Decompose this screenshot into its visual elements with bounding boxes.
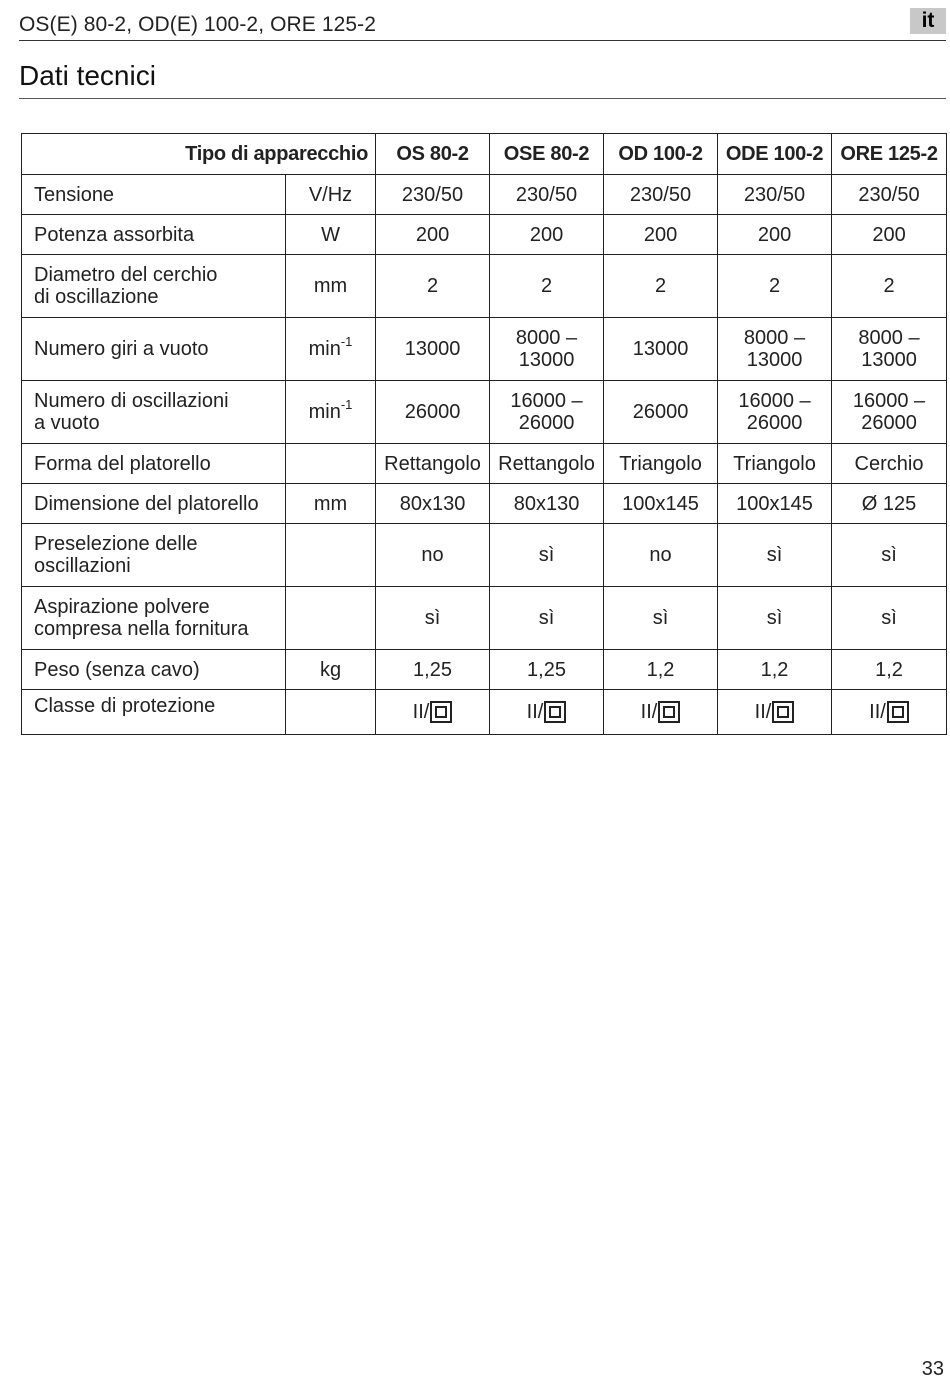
row-unit: [286, 690, 376, 735]
cell-line: 200: [757, 223, 792, 246]
cell-line: Peso (senza cavo): [34, 658, 200, 681]
value-cell: [718, 381, 832, 444]
cell-line: 2: [654, 275, 667, 297]
unit-text: min: [308, 401, 341, 423]
cell-line: Forma del platorello: [34, 452, 211, 475]
cell-line: Numero giri a vuoto: [34, 338, 209, 360]
row-unit: [286, 444, 376, 484]
value-cell: [832, 255, 947, 318]
cell-line: 26000: [746, 412, 803, 434]
value-cell: [604, 381, 718, 444]
inner-square: [777, 706, 789, 718]
cell-line: Cerchio: [854, 452, 924, 475]
row-label: [22, 175, 286, 215]
cell-line: 16000 –: [852, 390, 926, 412]
value-cell: [490, 587, 604, 650]
cell-line: Triangolo: [733, 452, 816, 475]
model-header: OD 100-2: [604, 134, 718, 175]
value-cell: [832, 215, 947, 255]
model-line: OS(E) 80-2, OD(E) 100-2, ORE 125-2: [19, 13, 377, 36]
cell-line: compresa nella fornitura: [34, 618, 249, 640]
row-unit: [286, 318, 376, 381]
cell-line: 16000 –: [738, 390, 811, 412]
cell-line: 2: [540, 275, 553, 297]
cell-line: 16000 –: [510, 390, 583, 412]
value-cell: [376, 215, 490, 255]
cell-line: sì: [881, 607, 897, 629]
value-cell: [490, 381, 604, 444]
value-cell: [718, 318, 832, 381]
cell-line: 80x130: [513, 492, 580, 515]
value-cell: [376, 587, 490, 650]
cell-line: 200: [415, 223, 450, 246]
value-cell: [718, 175, 832, 215]
double-insulation-icon: [658, 701, 680, 723]
cell-line: sì: [652, 607, 669, 629]
value-cell: [376, 255, 490, 318]
language-badge: it: [910, 8, 946, 34]
cell-line: sì: [766, 607, 783, 629]
protection-class: [641, 701, 681, 723]
cell-line: 8000 –: [858, 327, 920, 349]
value-cell: [832, 484, 947, 524]
row-label: [22, 587, 286, 650]
protection-class-text: II/: [526, 701, 544, 723]
table-row: [22, 444, 947, 484]
value-cell: [376, 381, 490, 444]
device-type-header: Tipo di apparecchio: [22, 134, 376, 175]
cell-line: di oscillazione: [34, 286, 159, 308]
cell-line: sì: [881, 544, 897, 566]
double-insulation-icon: [772, 701, 794, 723]
value-cell: [832, 444, 947, 484]
value-cell: [490, 524, 604, 587]
page-title: Dati tecnici: [19, 60, 156, 91]
value-cell: [490, 175, 604, 215]
value-cell: [604, 650, 718, 690]
value-cell: [718, 650, 832, 690]
title-divider: [19, 98, 946, 99]
value-cell: [718, 484, 832, 524]
value-cell: [376, 484, 490, 524]
cell-line: Tensione: [34, 183, 115, 206]
cell-line: Rettangolo: [384, 452, 481, 475]
cell-line: no: [649, 544, 672, 566]
value-cell: [490, 255, 604, 318]
unit-text: mm: [313, 275, 348, 297]
double-insulation-icon: [430, 701, 452, 723]
row-label: [22, 650, 286, 690]
cell-line: 2: [768, 275, 781, 297]
inner-square: [663, 706, 675, 718]
row-label: [22, 381, 286, 444]
table-row: [22, 215, 947, 255]
protection-class: [413, 701, 453, 723]
cell-line: 13000: [861, 349, 917, 371]
value-cell: [490, 690, 604, 735]
table-row: [22, 587, 947, 650]
cell-line: 200: [643, 223, 678, 246]
cell-line: no: [421, 544, 444, 566]
row-unit: [286, 484, 376, 524]
cell-line: 230/50: [515, 183, 578, 206]
unit-exponent: -1: [340, 397, 353, 412]
cell-line: 230/50: [401, 183, 464, 206]
protection-class: [527, 701, 567, 723]
cell-line: Aspirazione polvere: [34, 596, 210, 618]
protection-class-text: II/: [869, 701, 886, 723]
row-label: [22, 444, 286, 484]
value-cell: [490, 318, 604, 381]
double-insulation-icon: [544, 701, 566, 723]
cell-line: 26000: [404, 401, 461, 423]
cell-line: 1,25: [413, 658, 452, 681]
row-unit: [286, 381, 376, 444]
model-header: ODE 100-2: [718, 134, 832, 175]
cell-line: 26000: [861, 412, 917, 434]
row-label: [22, 484, 286, 524]
value-cell: [718, 444, 832, 484]
row-label: [22, 524, 286, 587]
cell-line: 13000: [746, 349, 803, 371]
inner-square: [892, 706, 904, 718]
value-cell: [718, 255, 832, 318]
table-row: [22, 484, 947, 524]
table-row: [22, 175, 947, 215]
cell-line: 200: [529, 223, 564, 246]
model-header: OSE 80-2: [490, 134, 604, 175]
value-cell: [604, 690, 718, 735]
row-unit: [286, 215, 376, 255]
table-row: [22, 318, 947, 381]
value-cell: [832, 381, 947, 444]
row-label: Classe di protezione: [22, 690, 286, 735]
row-unit: [286, 255, 376, 318]
cell-line: Triangolo: [619, 452, 702, 475]
protection-class-text: II/: [754, 701, 772, 723]
cell-line: Potenza assorbita: [34, 223, 195, 246]
row-label: [22, 215, 286, 255]
protection-class-text: II/: [640, 701, 658, 723]
cell-line: Preselezione delle: [34, 533, 198, 555]
cell-line: 8000 –: [743, 327, 806, 349]
value-cell: [832, 175, 947, 215]
technical-data-table: [21, 133, 947, 735]
cell-line: 26000: [518, 412, 575, 434]
model-header: ORE 125-2: [832, 134, 947, 175]
value-cell: [832, 587, 947, 650]
cell-line: 80x130: [399, 492, 466, 515]
row-unit: [286, 175, 376, 215]
value-cell: [490, 444, 604, 484]
cell-line: 1,2: [646, 658, 675, 681]
value-cell: [376, 318, 490, 381]
value-cell: [490, 484, 604, 524]
value-cell: [718, 587, 832, 650]
value-cell: [376, 690, 490, 735]
value-cell: [376, 650, 490, 690]
row-unit: [286, 650, 376, 690]
inner-square: [435, 706, 447, 718]
cell-line: 1,2: [760, 658, 789, 681]
row-unit: [286, 524, 376, 587]
page-number: 33: [921, 1358, 944, 1380]
value-cell: [718, 215, 832, 255]
model-header: OS 80-2: [376, 134, 490, 175]
protection-class: [869, 701, 909, 723]
value-cell: [376, 444, 490, 484]
value-cell: [832, 650, 947, 690]
unit-text: min: [308, 338, 341, 360]
table-row: [22, 255, 947, 318]
cell-line: 2: [883, 275, 895, 297]
value-cell: [718, 524, 832, 587]
table-header-row: [22, 134, 947, 175]
value-cell: [832, 524, 947, 587]
value-cell: [604, 255, 718, 318]
cell-line: Numero di oscillazioni: [34, 390, 229, 412]
cell-line: a vuoto: [34, 412, 100, 434]
unit-text: kg: [319, 658, 342, 681]
cell-line: 2: [426, 275, 439, 297]
table-row: [22, 381, 947, 444]
cell-line: 13000: [404, 338, 461, 360]
cell-line: 1,2: [875, 658, 903, 681]
value-cell: [376, 524, 490, 587]
protection-class: [755, 701, 795, 723]
cell-line: 1,25: [527, 658, 566, 681]
cell-line: sì: [424, 607, 441, 629]
unit-text: W: [321, 223, 340, 246]
unit-text: mm: [313, 492, 348, 515]
unit-exponent: -1: [340, 334, 353, 349]
cell-line: 100x145: [622, 492, 699, 515]
cell-line: 8000 –: [515, 327, 578, 349]
cell-line: 13000: [632, 338, 689, 360]
cell-line: Ø 125: [861, 492, 917, 515]
cell-line: 230/50: [629, 183, 692, 206]
value-cell: [604, 587, 718, 650]
value-cell: [604, 215, 718, 255]
cell-line: 100x145: [736, 492, 813, 515]
cell-line: 200: [872, 223, 906, 246]
cell-line: 230/50: [743, 183, 806, 206]
cell-line: sì: [538, 544, 555, 566]
cell-line: Dimensione del platorello: [34, 492, 259, 515]
value-cell: [604, 524, 718, 587]
cell-line: Rettangolo: [498, 452, 595, 475]
value-cell: [832, 318, 947, 381]
cell-line: sì: [538, 607, 555, 629]
inner-square: [549, 706, 561, 718]
protection-class-text: II/: [412, 701, 430, 723]
unit-text: V/Hz: [308, 183, 353, 206]
table-row: [22, 650, 947, 690]
cell-line: sì: [766, 544, 783, 566]
value-cell: [376, 175, 490, 215]
table-row-protection-class: [22, 690, 947, 735]
value-cell: [832, 690, 947, 735]
double-insulation-icon: [887, 701, 909, 723]
cell-line: 230/50: [858, 183, 920, 206]
cell-line: Diametro del cerchio: [34, 264, 218, 286]
row-unit: [286, 587, 376, 650]
cell-line: oscillazioni: [34, 555, 131, 577]
cell-line: 13000: [518, 349, 575, 371]
row-label: [22, 255, 286, 318]
row-label: [22, 318, 286, 381]
value-cell: [718, 690, 832, 735]
cell-line: 26000: [632, 401, 689, 423]
value-cell: [604, 484, 718, 524]
table-row: [22, 524, 947, 587]
value-cell: [490, 650, 604, 690]
value-cell: [604, 444, 718, 484]
value-cell: [490, 215, 604, 255]
page-header: [19, 4, 946, 41]
value-cell: [604, 175, 718, 215]
value-cell: [604, 318, 718, 381]
